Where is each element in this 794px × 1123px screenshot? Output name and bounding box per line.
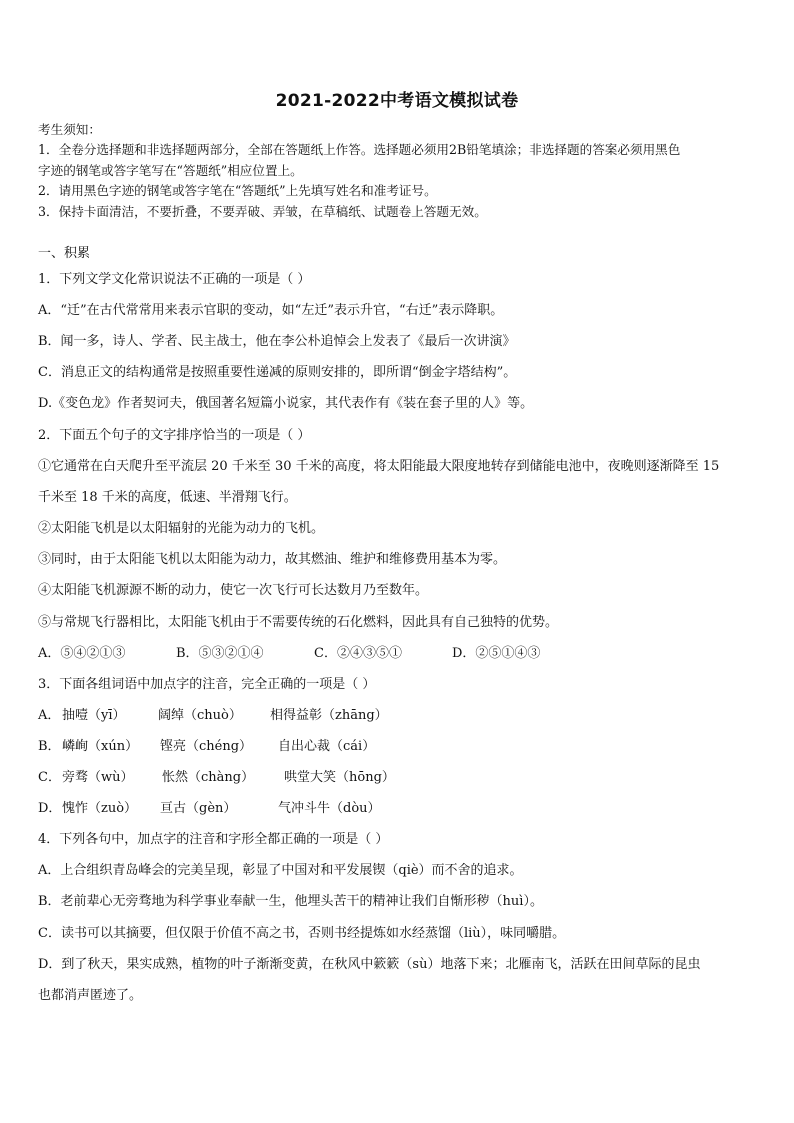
option-word: 旁骛（wù） [62, 770, 134, 785]
option-word: 怅然（chàng） [162, 770, 255, 785]
question-2-option-a: A．⑤④②①③ [38, 646, 126, 661]
question-3-option-b [38, 738, 760, 756]
notice-item: 2．请用黑色字迹的钢笔或答字笔在“答题纸”上先填写姓名和准考证号。 [38, 183, 437, 198]
question-2-sentence: ①它通常在白天爬升至平流层 20 千米至 30 千米的高度，将太阳能最大限度地转存到储能电池中，夜晚则逐渐降至 15 [38, 459, 720, 474]
option-word: 自出心裁（cái） [278, 739, 376, 754]
question-2-sentence: ⑤与常规飞行器相比，太阳能飞机由于不需要传统的石化燃料，因此具有自己独特的优势。 [38, 615, 559, 630]
question-1-option-c: C．消息正文的结构通常是按照重要性递减的原则安排的，即所谓“倒金字塔结构”。 [38, 365, 517, 380]
section-heading: 一、积累 [38, 246, 91, 261]
question-4-stem: 4．下列各句中，加点字的注音和字形全都正确的一项是（ ） [38, 832, 389, 847]
question-2-sentence: ③同时，由于太阳能飞机以太阳能为动力，故其燃油、维护和维修费用基本为零。 [38, 552, 507, 567]
option-word: 愧怍（zuò） [62, 801, 138, 816]
option-label: D． [38, 801, 62, 816]
question-4-option-b: B．老前辈心无旁骛地为科学事业奉献一生，他埋头苦干的精神让我们自惭形秽（huì）。 [38, 894, 543, 909]
question-2-sentence: 千米至 18 千米的高度，低速、半滑翔飞行。 [38, 490, 297, 505]
question-2-stem: 2．下面五个句子的文字排序恰当的一项是（ ） [38, 428, 311, 443]
question-1-option-b: B．闻一多，诗人、学者、民主战士，他在李公朴追悼会上发表了《最后一次讲演》 [38, 334, 516, 349]
question-2-options [38, 645, 760, 663]
option-word: 哄堂大笑（hōng） [284, 770, 395, 785]
notice-item: 1．全卷分选择题和非选择题两部分，全部在答题纸上作答。选择题必须用2B铅笔填涂；非选择题的答案必须用黑色 [38, 142, 681, 157]
question-3-stem: 3．下面各组词语中加点字的注音，完全正确的一项是（ ） [38, 677, 376, 692]
notice-item: 字迹的钢笔或答字笔写在“答题纸”相应位置上。 [38, 163, 303, 178]
question-1-option-d: D.《变色龙》作者契诃夫，俄国著名短篇小说家，其代表作有《装在套子里的人》等。 [38, 396, 534, 411]
question-3-option-d [38, 800, 760, 818]
question-4-option-d: D．到了秋天，果实成熟，植物的叶子渐渐变黄，在秋风中簌簌（sù）地落下来；北雁南飞，活跃在田间草际的昆虫 [38, 957, 701, 972]
option-word: 气冲斗牛（dòu） [278, 801, 381, 816]
question-4-option-a: A．上合组织青岛峰会的完美呈现，彰显了中国对和平发展锲（qiè）而不舍的追求。 [38, 863, 523, 878]
option-label: A． [38, 708, 61, 723]
option-word: 亘古（gèn） [160, 801, 237, 816]
question-3-option-a [38, 707, 760, 725]
question-1-option-a: A．“迁”在古代常常用来表示官职的变动，如“左迁”表示升官，“右迁”表示降职。 [38, 303, 504, 318]
option-word: 铿亮（chéng） [160, 739, 253, 754]
question-4-option-c: C．读书可以其摘要，但仅限于价值不高之书，否则书经提炼如水经蒸馏（liù），味同嚼腊。 [38, 926, 566, 941]
option-word: 抽噎（yī） [62, 708, 126, 723]
question-2-sentence: ④太阳能飞机源源不断的动力，使它一次飞行可长达数月乃至数年。 [38, 583, 429, 598]
question-2-sentence: ②太阳能飞机是以太阳辐射的光能为动力的飞机。 [38, 521, 325, 536]
option-word: 阔绰（chuò） [158, 708, 242, 723]
question-2-option-c: C．②④③⑤① [314, 646, 402, 661]
question-2-option-d: D．②⑤①④③ [452, 646, 541, 661]
question-2-option-b: B．⑤③②①④ [176, 646, 264, 661]
page-title: 2021-2022中考语文模拟试卷 [275, 91, 519, 111]
question-1-stem: 1．下列文学文化常识说法不正确的一项是（ ） [38, 272, 311, 287]
question-3-option-c [38, 769, 760, 787]
option-label: C． [38, 770, 61, 785]
option-word: 相得益彰（zhāng） [270, 708, 388, 723]
option-label: B． [38, 739, 61, 754]
notice-heading: 考生须知： [38, 122, 101, 137]
option-word: 嶙峋（xún） [62, 739, 139, 754]
question-4-option-d-cont: 也都消声匿迹了。 [38, 988, 143, 1003]
notice-item: 3．保持卡面清洁，不要折叠，不要弄破、弄皱，在草稿纸、试题卷上答题无效。 [38, 204, 487, 219]
